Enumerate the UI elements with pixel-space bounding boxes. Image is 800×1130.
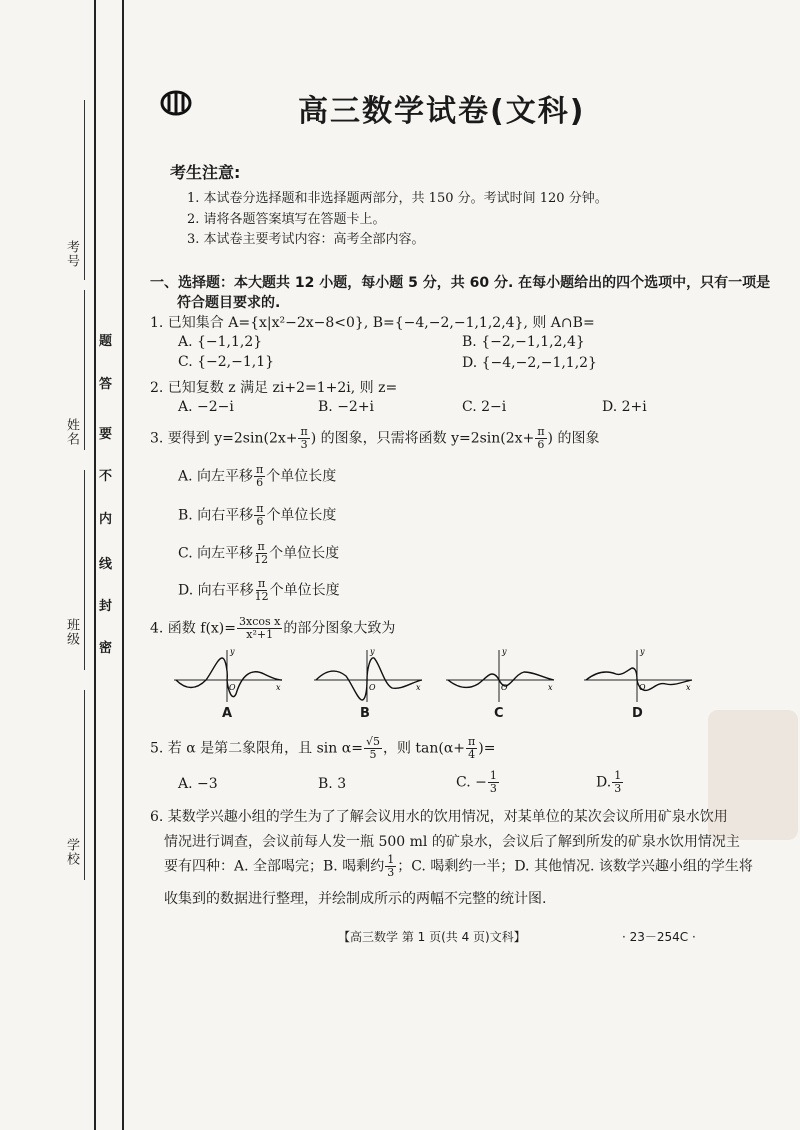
q5-option-d [596, 770, 624, 795]
q5-option-c [456, 770, 500, 795]
notice-heading: 考生注意: [170, 163, 241, 182]
axis-x-label: x [416, 683, 421, 692]
q4-stem-part: 4. 函数 f(x)= [150, 620, 236, 637]
axis-y-label: y [370, 647, 375, 656]
frac-den: 3 [489, 782, 497, 795]
q2-option-c: C. 2−i [462, 399, 507, 415]
frac-den: 3 [300, 438, 308, 451]
frac-num: √5 [365, 735, 380, 748]
frac-num: 1 [489, 769, 497, 782]
question-6-line: 收集到的数据进行整理，并绘制成所示的两幅不完整的统计图. [164, 891, 547, 907]
q2-option-b: B. −2+i [318, 399, 375, 415]
origin-label: O [369, 683, 376, 692]
fraction-pi-over-6 [535, 426, 546, 451]
opt-text: B. 向右平移 [178, 507, 254, 524]
q5-stem-part: ，则 tan(α+ [382, 740, 466, 757]
notice-item: 1. 本试卷分选择题和非选择题两部分，共 150 分。考试时间 120 分钟。 [187, 191, 608, 206]
fraction-one-third [488, 770, 499, 795]
q6-text: 要有四种：A. 全部喝完；B. 喝剩约 [164, 858, 385, 875]
q4-stem-part: 的部分图象大致为 [283, 620, 396, 637]
axis-y-label: y [502, 647, 507, 656]
q2-option-a: A. −2−i [178, 399, 234, 415]
q5-stem-part: 5. 若 α 是第二象限角，且 sin α= [150, 740, 363, 757]
opt-text: 个单位长度 [269, 545, 340, 562]
question-3-stem [150, 426, 599, 451]
notice-item: 3. 本试卷主要考试内容：高考全部内容。 [187, 232, 425, 247]
exam-number-blank [84, 100, 85, 280]
q3-option-c [178, 541, 339, 566]
frac-num: 3xcos x [239, 615, 281, 628]
axis-x-label: x [276, 683, 281, 692]
frac-num: 1 [387, 853, 395, 866]
opt-text: 个单位长度 [269, 582, 340, 599]
question-1-stem: 1. 已知集合 A={x|x²−2x−8<0}, B={−4,−2,−1,1,2,4}, 则 A∩B= [150, 315, 595, 331]
q5-option-b: B. 3 [318, 776, 347, 792]
exam-number-label: 考号 [64, 240, 79, 268]
seal-char: 要 [99, 427, 113, 442]
binding-line-inner [122, 0, 124, 1130]
fraction-pi-over-6 [254, 503, 265, 528]
question-5-stem [150, 736, 495, 761]
seal-char: 线 [99, 557, 113, 572]
q1-option-d: D. {−4,−2,−1,1,2} [462, 355, 597, 371]
q5-stem-part: )= [478, 740, 496, 757]
q3-option-d [178, 578, 340, 603]
opt-text: C. 向左平移 [178, 545, 254, 562]
seal-char: 密 [99, 641, 113, 656]
frac-den: 6 [256, 515, 264, 528]
q3-option-b [178, 503, 336, 528]
fraction-one-third [385, 854, 396, 879]
frac-num: π [257, 540, 265, 553]
fraction-sqrt5-over-5 [364, 736, 382, 761]
q4-graph-d [582, 644, 697, 704]
frac-num: π [256, 502, 264, 515]
question-6-line: 6. 某数学兴趣小组的学生为了了解会议用水的饮用情况，对某单位的某次会议所用矿泉水饮用 [150, 809, 728, 825]
fraction-pi-over-3 [298, 426, 309, 451]
q4-graph-b [312, 644, 427, 704]
question-2-stem: 2. 已知复数 z 满足 zi+2=1+2i, 则 z= [150, 380, 398, 396]
school-label: 学校 [64, 838, 79, 866]
paper-code: · 23－254C · [622, 930, 696, 944]
q5-option-a: A. −3 [178, 776, 218, 792]
q3-option-a [178, 464, 336, 489]
q3-stem-part: ) 的图象，只需将函数 y=2sin(2x+ [310, 430, 535, 447]
q4-label-a: A [222, 706, 233, 721]
frac-den: 6 [537, 438, 545, 451]
seal-char: 题 [99, 334, 113, 349]
frac-den: 5 [369, 748, 377, 761]
name-blank [84, 290, 85, 450]
frac-num: π [258, 577, 266, 590]
opt-text: A. 向左平移 [178, 468, 254, 485]
opt-text: 个单位长度 [266, 507, 337, 524]
seal-char: 内 [99, 512, 113, 527]
fraction-pi-over-6 [254, 464, 265, 489]
opt-text: C. − [456, 774, 487, 791]
axis-x-label: x [686, 683, 691, 692]
frac-den: 3 [387, 866, 395, 879]
watermark-stamp-icon [700, 700, 800, 850]
frac-den: 6 [256, 476, 264, 489]
section-heading: 一、选择题：本大题共 12 小题，每小题 5 分，共 60 分. 在每小题给出的四个选项中，只有一项是 [150, 275, 771, 291]
frac-den: 12 [254, 553, 269, 566]
publisher-logo-icon [160, 90, 192, 116]
binding-line-outer [94, 0, 96, 1130]
frac-den: 12 [254, 590, 269, 603]
question-6-line [164, 854, 753, 879]
frac-num: π [256, 463, 264, 476]
fraction-pi-over-12 [255, 578, 269, 603]
origin-label: O [639, 683, 646, 692]
origin-label: O [229, 683, 236, 692]
origin-label: O [501, 683, 508, 692]
class-blank [84, 470, 85, 670]
q1-option-c: C. {−2,−1,1} [178, 354, 275, 370]
frac-num: π [537, 425, 545, 438]
axis-y-label: y [230, 647, 235, 656]
opt-text: D. [596, 774, 612, 791]
page-footer: 【高三数学 第 1 页(共 4 页)文科】 [338, 930, 526, 944]
q3-stem-part: 3. 要得到 y=2sin(2x+ [150, 430, 298, 447]
opt-text: 个单位长度 [266, 468, 337, 485]
axis-x-label: x [548, 683, 553, 692]
fraction-function [237, 616, 282, 641]
section-heading-cont: 符合题目要求的. [177, 295, 281, 311]
question-4-stem [150, 616, 395, 641]
q4-label-c: C [494, 706, 504, 721]
seal-char: 封 [99, 599, 113, 614]
frac-num: π [468, 735, 476, 748]
question-6-line: 情况进行调查，会议前每人发一瓶 500 ml 的矿泉水，会议后了解到所发的矿泉水饮用情况主 [164, 834, 740, 850]
q6-text: ；C. 喝剩约一半；D. 其他情况. 该数学兴趣小组的学生将 [397, 858, 753, 875]
axis-y-label: y [640, 647, 645, 656]
notice-item: 2. 请将各题答案填写在答题卡上。 [187, 212, 386, 227]
seal-char: 答 [99, 377, 113, 392]
fraction-pi-over-4 [466, 736, 477, 761]
frac-den: 3 [614, 782, 622, 795]
opt-text: D. 向右平移 [178, 582, 254, 599]
q4-graph-c [444, 644, 559, 704]
seal-char: 不 [99, 469, 113, 484]
page-title: 高三数学试卷(文科) [298, 94, 586, 129]
fraction-pi-over-12 [254, 541, 268, 566]
frac-den: x²+1 [246, 628, 274, 641]
q1-option-b: B. {−2,−1,1,2,4} [462, 334, 585, 350]
q3-stem-part: ) 的图象 [547, 430, 600, 447]
q4-graph-a [172, 644, 287, 704]
school-blank [84, 690, 85, 880]
q1-option-a: A. {−1,1,2} [178, 334, 263, 350]
class-label: 班级 [64, 618, 79, 646]
frac-num: π [300, 425, 308, 438]
q2-option-d: D. 2+i [602, 399, 647, 415]
frac-den: 4 [468, 748, 476, 761]
fraction-one-third [612, 770, 623, 795]
frac-num: 1 [614, 769, 622, 782]
name-label: 姓名 [64, 418, 79, 446]
q4-label-d: D [632, 706, 643, 721]
q4-label-b: B [360, 706, 370, 721]
